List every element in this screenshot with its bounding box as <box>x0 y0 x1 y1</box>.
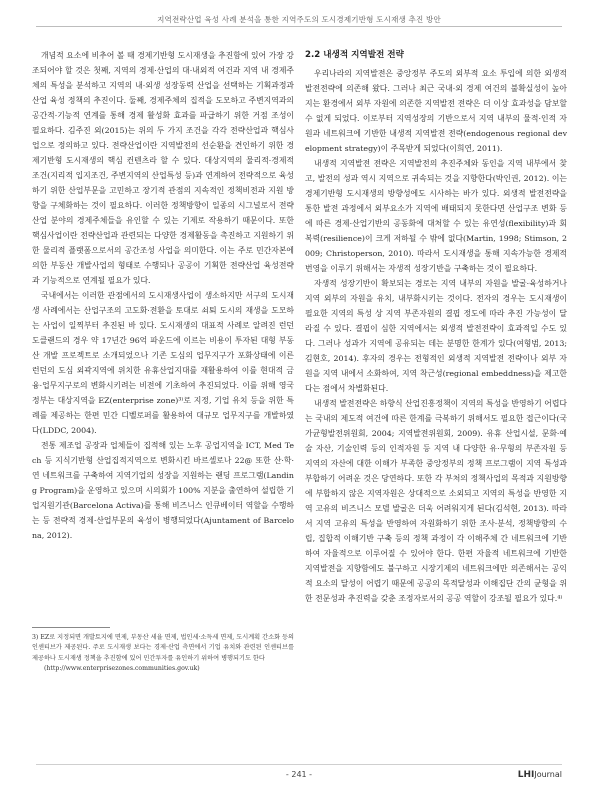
left-column <box>32 48 294 543</box>
footnote-text: 3) EZ로 지정되면 개발토지에 면제, 부동산 세율 면제, 법인세·소득세 면제, 도시계획 간소화 등의 인센티브가 제공된다. 주로 도시재생 보다는 경제·산업 측면에서 기업 유치와 관련된 인센티브를 제공하나 도시재생 정책을 추진함에 있어 민간투자를 유인하기 위하여 병행되기도 한다 <box>32 634 294 662</box>
footnote-rule <box>32 627 110 628</box>
journal-logo-text: Journal <box>534 770 562 779</box>
right-column <box>305 48 567 606</box>
body-paragraph: 내생적 지역발전 전략은 지역발전의 추진주체와 동인을 지역 내부에서 찾고, 발전의 성과 역시 지역으로 귀속되는 것을 지향한다(박인권, 2012). 이는 경제기반형 도시재생의 방향성에도 시사하는 바가 있다. 외생적 발전전략을 통한 발전 과정에서 외부요소가 지역에 배태되지 못한다면 산업구조 변화 등에 따른 경제·산업기반의 공동화에 대처할 수 있는 유연성(flexibility)과 회복력(resilience)이 크게 저하될 수 밖에 없다(Martin, 1998; Stimson, 2009; Christoperson, 2010). 따라서 도시재생을 통해 지속가능한 경제적 번영을 이루기 위해서는 자생적 성장기반을 구축하는 것이 필요하다. <box>305 159 567 273</box>
body-paragraph: 내생적 발전전략은 하향식 산업진흥정책이 지역의 특성을 반영하기 어렵다는 국내의 제도적 여건에 따른 한계를 극복하기 위해서도 필요한 접근이다(국가균형발전위원회, 2004; 지역발전위원회, 2009). 유휴 산업시설, 문화·예술 자산, 기술인력 등의 인적자원 등 지역 내 다양한 유·무형의 부존자원 등 지역의 자산에 대한 이해가 부족한 중앙정부의 정책 프로그램이 지역 특성과 부합하기 어려운 것은 당연하다. 또한 각 부처의 정책사업의 목적과 지원방향에 부합하지 않은 지역자원은 상대적으로 소외되고 지역의 특성을 반영한 지역 고유의 비즈니스 모델 발굴은 더욱 어려워지게 된다(김석현, 2013). 따라서 지역 고유의 특성을 반영하여 자원화하기 위한 조사·분석, 정책방향의 수립, 집합적 이해기반 구축 등의 정책 과정이 각 이해주체 간 네트워크에 기반하여 자율적으로 이루어질 수 있어야 한다. 한편 자율적 네트워크에 기반한 지역발전을 지향함에도 불구하고 시장기제의 네트워크에만 의존해서는 공익적 요소의 달성이 어렵기 때문에 공공의 목적달성과 이해집단 간의 균형을 위한 전문성과 추진력을 갖춘 조정자로서의 공공 역할이 강조될 필요가 있다.⁴⁾ <box>305 399 567 603</box>
body-paragraph: 개념적 요소에 비추어 볼 때 경제기반형 도시재생을 추진함에 있어 가장 강조되어야 할 것은 첫째, 지역의 경제·산업의 대·내외적 여건과 지역 내 경제주체의 특성을 분석하고 지역의 내·외생 성장동력 산업을 선택하는 기획과정과 산업 육성 정책의 추진이다. 둘째, 경제주체의 집적을 도모하고 주변지역과의 공간적·기능적 연계를 통해 경제 활성화 효과를 파급하기 위한 거점 조성이 필요하다. 김주진 외(2015)는 위의 두 가지 조건을 각각 전략산업과 핵심사업으로 정의하고 있다. 전략산업이란 지역발전의 선순환을 견인하기 위한 경제기반형 도시재생의 핵심 컨텐츠라 할 수 있다. 대상지역의 물리적·경제적 조건(지리적 입지조건, 주변지역의 산업특성 등)과 연계하여 전략적으로 육성하기 위한 산업부문을 고민하고 장기적 관점의 지속적인 정책비전과 지원 방향을 구체화하는 것이 필요하다. 이러한 정책방향이 일종의 시그널로서 전략산업 분야의 경제주체들을 유인할 수 있는 기제로 작용하기 때문이다. 또한 핵심사업이란 전략산업과 관련되는 다양한 경제활동을 촉진하고 지원하기 위한 물리적 플랫폼으로서의 공간조성 사업을 의미한다. 이는 주로 민간자본에 의한 부동산 개발사업의 형태로 수행되나 공공이 기획한 전략산업 육성전략과 기능적으로 연계될 필요가 있다. <box>32 51 294 285</box>
footnote <box>32 633 294 675</box>
body-paragraph: 전통 제조업 공장과 업체들이 집적해 있는 노후 공업지역을 ICT, Med Tech 등 지식기반형 산업집적지역으로 변화시킨 바르셀로나 22@ 또한 산·학·연 네트워크를 구축하여 지역기업의 성장을 지원하는 랜딩 프로그램(Landing Program)을 운영하고 있으며 시의회가 100% 지분을 출연하여 설립한 기업지원기관(Barcelona Activa)를 통해 비즈니스 인큐베이터 역할을 수행하는 등 전략적 경제·산업부문의 육성이 병행되었다(Ajuntament of Barcelona, 2012). <box>32 441 294 540</box>
footer-divider <box>36 764 562 765</box>
journal-logo-bold: LHI <box>517 770 535 780</box>
body-paragraph: 우리나라의 지역발전은 중앙정부 주도의 외부적 요소 투입에 의한 외생적 발전전략에 의존해 왔다. 그러나 최근 국내·외 경제 여건의 불확실성이 높아지는 환경에서 외부 자원에 의존한 지역발전 전략은 더 이상 효과성을 담보할 수 없게 되었다. 이로부터 지역성장의 기반으로서 지역 내부의 물적·인적 자원과 네트워크에 기반한 내생적 지역발전 전략(endogenous regional development strategy)이 주목받게 되었다(이희연, 2011). <box>305 69 567 153</box>
running-header: 지역전략산업 육성 사례 분석을 통한 지역주도의 도시경제기반형 도시재생 추진 방안 <box>157 15 441 24</box>
body-paragraph: 자생적 성장기반이 확보되는 경로는 지역 내부의 자원을 발굴·육성하거나 지역 외부의 자원을 유치, 내부화시키는 것이다. 전자의 경우는 도시재생이 필요한 지역의 특성 상 지역 부존자원의 결핍 정도에 따라 추진 가능성이 달라질 수 있다. 결핍이 심한 지역에서는 외생적 발전전략이 효과적일 수도 있다. 그러나 성과가 지역에 공유되는 데는 분명한 한계가 있다(여형범, 2013; 김현호, 2014). 후자의 경우는 전형적인 외생적 지역발전 전략이나 외부 자원을 지역 내에서 소화하여, 지역 착근성(regional embeddness)을 제고한다는 점에서 차별화된다. <box>305 279 567 393</box>
page-number: - 241 - <box>285 770 313 779</box>
footnote-url: (http://www.enterprisezones.communities.gov.uk) <box>44 665 200 673</box>
body-paragraph: 국내에서는 이러한 관점에서의 도시재생사업이 생소하지만 서구의 도시재생 사례에서는 산업구조의 고도화·전환을 토대로 쇠퇴 도시의 재생을 도모하는 사업이 일찍부터 추진된 바 있다. 도시재생의 대표적 사례로 알려진 런던 도클랜드의 경우 약 17년간 96억 파운드에 이르는 비용이 투자된 대형 부동산 개발 프로젝트로 소개되었으나 기존 도심의 업무지구가 포화상태에 이른 런던의 도심 외곽지역에 위치한 유휴산업지대를 재활용하여 이를 현대적 금융·업무지구로의 변화시키려는 비전에 기초하여 추진되었다. 이를 위해 영국 정부는 대상지역을 EZ(enterprise zone)³⁾로 지정, 기업 유치 등을 위한 특례를 제공하는 한편 민간 디벨로퍼를 활용하여 대규모 업무지구를 개발하였다(LDDC, 2004). <box>32 291 294 435</box>
section-heading: 2.2 내생적 지역발전 전략 <box>305 50 404 60</box>
header-divider <box>36 26 562 27</box>
journal-logo <box>518 770 562 780</box>
